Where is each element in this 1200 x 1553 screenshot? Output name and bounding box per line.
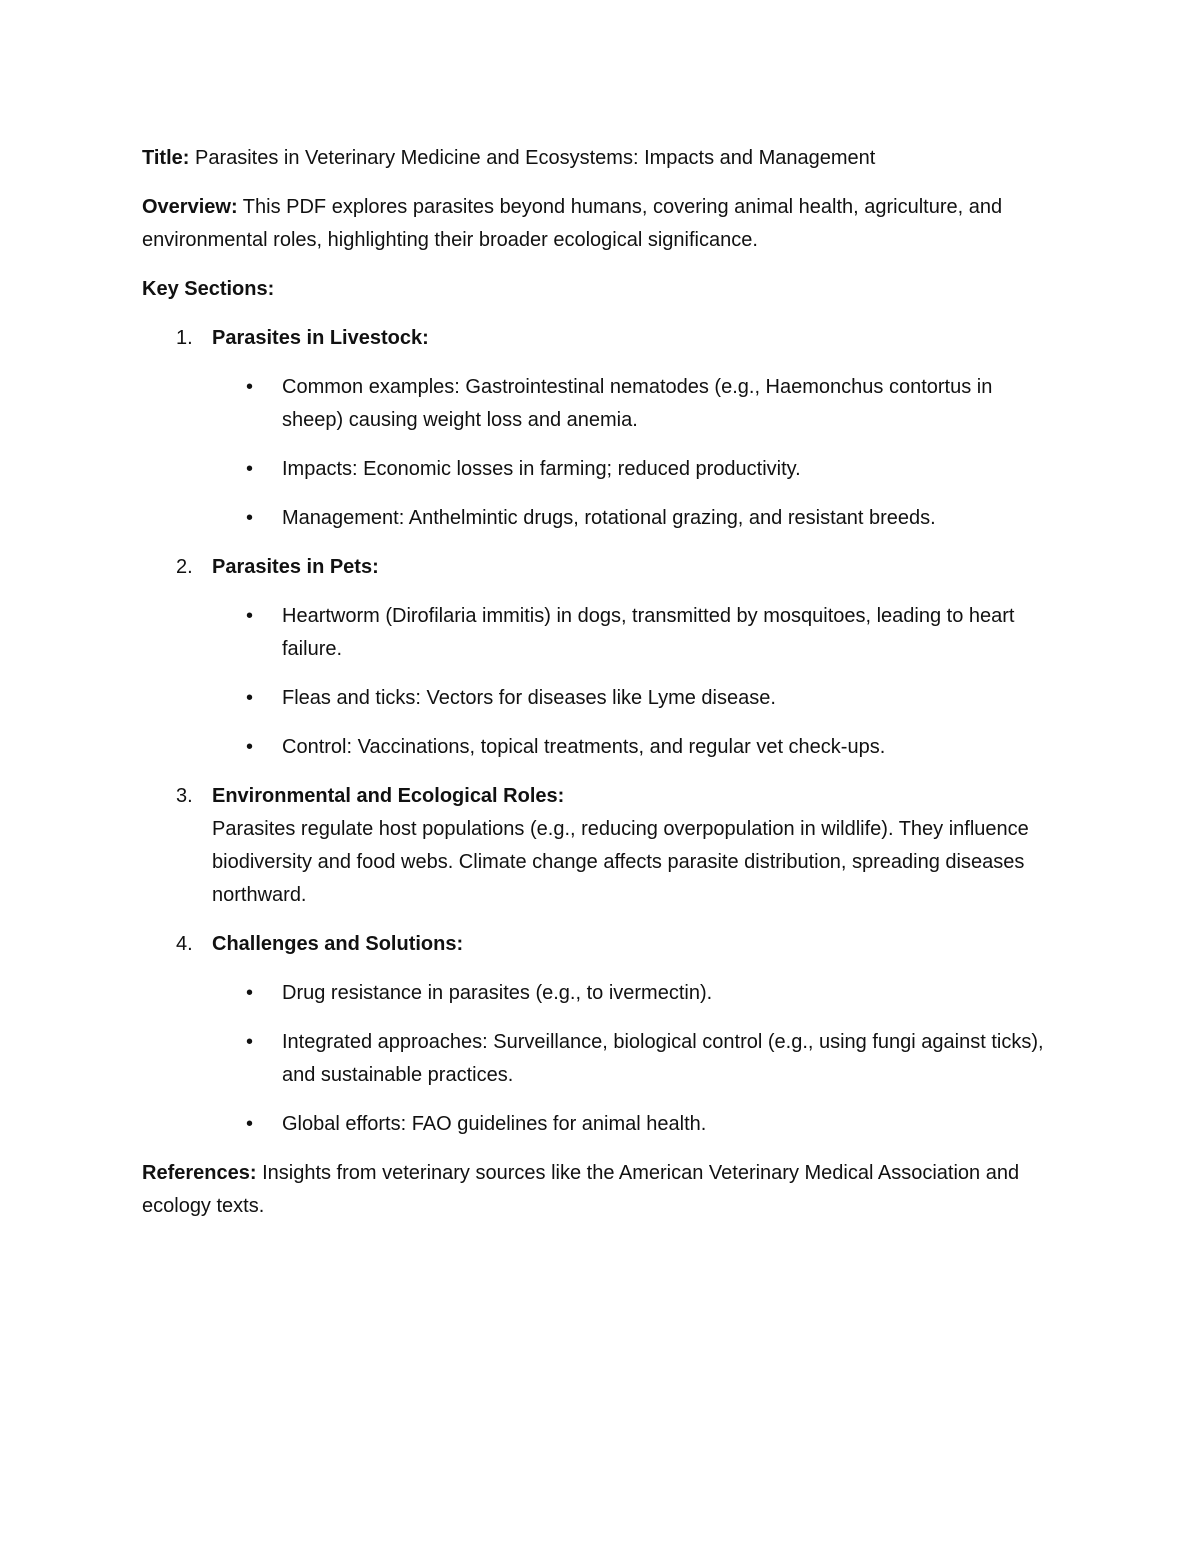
section-heading (142, 322, 1057, 355)
bullet-icon: • (246, 1113, 254, 1135)
list-item (142, 682, 1057, 715)
section-livestock (142, 322, 1057, 535)
bullet-icon: • (246, 1031, 254, 1053)
bullet-icon: • (246, 736, 254, 758)
overview-label: Overview: (142, 196, 238, 218)
bullet-icon: • (246, 982, 254, 1004)
bullet-icon: • (246, 687, 254, 709)
bullet-icon: • (246, 458, 254, 480)
list-item-text: Integrated approaches: Surveillance, biological control (e.g., using fungi against ticks), and sustainable practices. (282, 1031, 1044, 1086)
list-item (142, 1026, 1057, 1092)
section-number: 2. (176, 556, 193, 578)
list-item-text: Drug resistance in parasites (e.g., to ivermectin). (282, 982, 713, 1004)
list-item-text: Global efforts: FAO guidelines for animal health. (282, 1113, 707, 1135)
list-item-text: Impacts: Economic losses in farming; reduced productivity. (282, 458, 801, 480)
section-body-text: Parasites regulate host populations (e.g., reducing overpopulation in wildlife). They influence biodiversity and food webs. Climate change affects parasite distribution, spreading diseases northward. (212, 818, 1029, 906)
list-item (142, 453, 1057, 486)
list-item-text: Fleas and ticks: Vectors for diseases like Lyme disease. (282, 687, 776, 709)
section-heading (142, 928, 1057, 961)
list-item (142, 371, 1057, 437)
bullet-icon: • (246, 605, 254, 627)
section-heading (142, 551, 1057, 584)
title-label: Title: (142, 147, 190, 169)
bullet-icon: • (246, 376, 254, 398)
list-item (142, 600, 1057, 666)
overview-paragraph (142, 191, 1057, 257)
document-content (142, 142, 1057, 1239)
overview-text: This PDF explores parasites beyond humans, covering animal health, agriculture, and environmental roles, highlighting their broader ecological significance. (142, 196, 1003, 251)
section-title: Parasites in Livestock: (212, 327, 429, 349)
key-sections-heading: Key Sections: (142, 278, 275, 300)
references-text: Insights from veterinary sources like the American Veterinary Medical Association and ecology texts. (142, 1162, 1020, 1217)
list-item-text: Management: Anthelmintic drugs, rotational grazing, and resistant breeds. (282, 507, 936, 529)
list-item-text: Heartworm (Dirofilaria immitis) in dogs, transmitted by mosquitoes, leading to heart failure. (282, 605, 1015, 660)
references-label: References: (142, 1162, 257, 1184)
bullet-icon: • (246, 507, 254, 529)
section-title: Challenges and Solutions: (212, 933, 464, 955)
section-pets (142, 551, 1057, 764)
section-number: 3. (176, 785, 193, 807)
bullet-list (142, 600, 1057, 764)
list-item (142, 502, 1057, 535)
bullet-list (142, 977, 1057, 1141)
title-text: Parasites in Veterinary Medicine and Ecosystems: Impacts and Management (189, 147, 876, 169)
section-heading (142, 780, 1057, 813)
list-item-text: Control: Vaccinations, topical treatments, and regular vet check-ups. (282, 736, 886, 758)
section-environmental (142, 780, 1057, 912)
bullet-list (142, 371, 1057, 535)
section-title: Environmental and Ecological Roles: (212, 785, 565, 807)
list-item (142, 1108, 1057, 1141)
section-number: 4. (176, 933, 193, 955)
title-line (142, 142, 1057, 175)
list-item-text: Common examples: Gastrointestinal nematodes (e.g., Haemonchus contortus in sheep) causing weight loss and anemia. (282, 376, 993, 431)
list-item (142, 731, 1057, 764)
section-title: Parasites in Pets: (212, 556, 379, 578)
section-challenges (142, 928, 1057, 1141)
section-number: 1. (176, 327, 193, 349)
references-paragraph (142, 1157, 1057, 1223)
list-item (142, 977, 1057, 1010)
